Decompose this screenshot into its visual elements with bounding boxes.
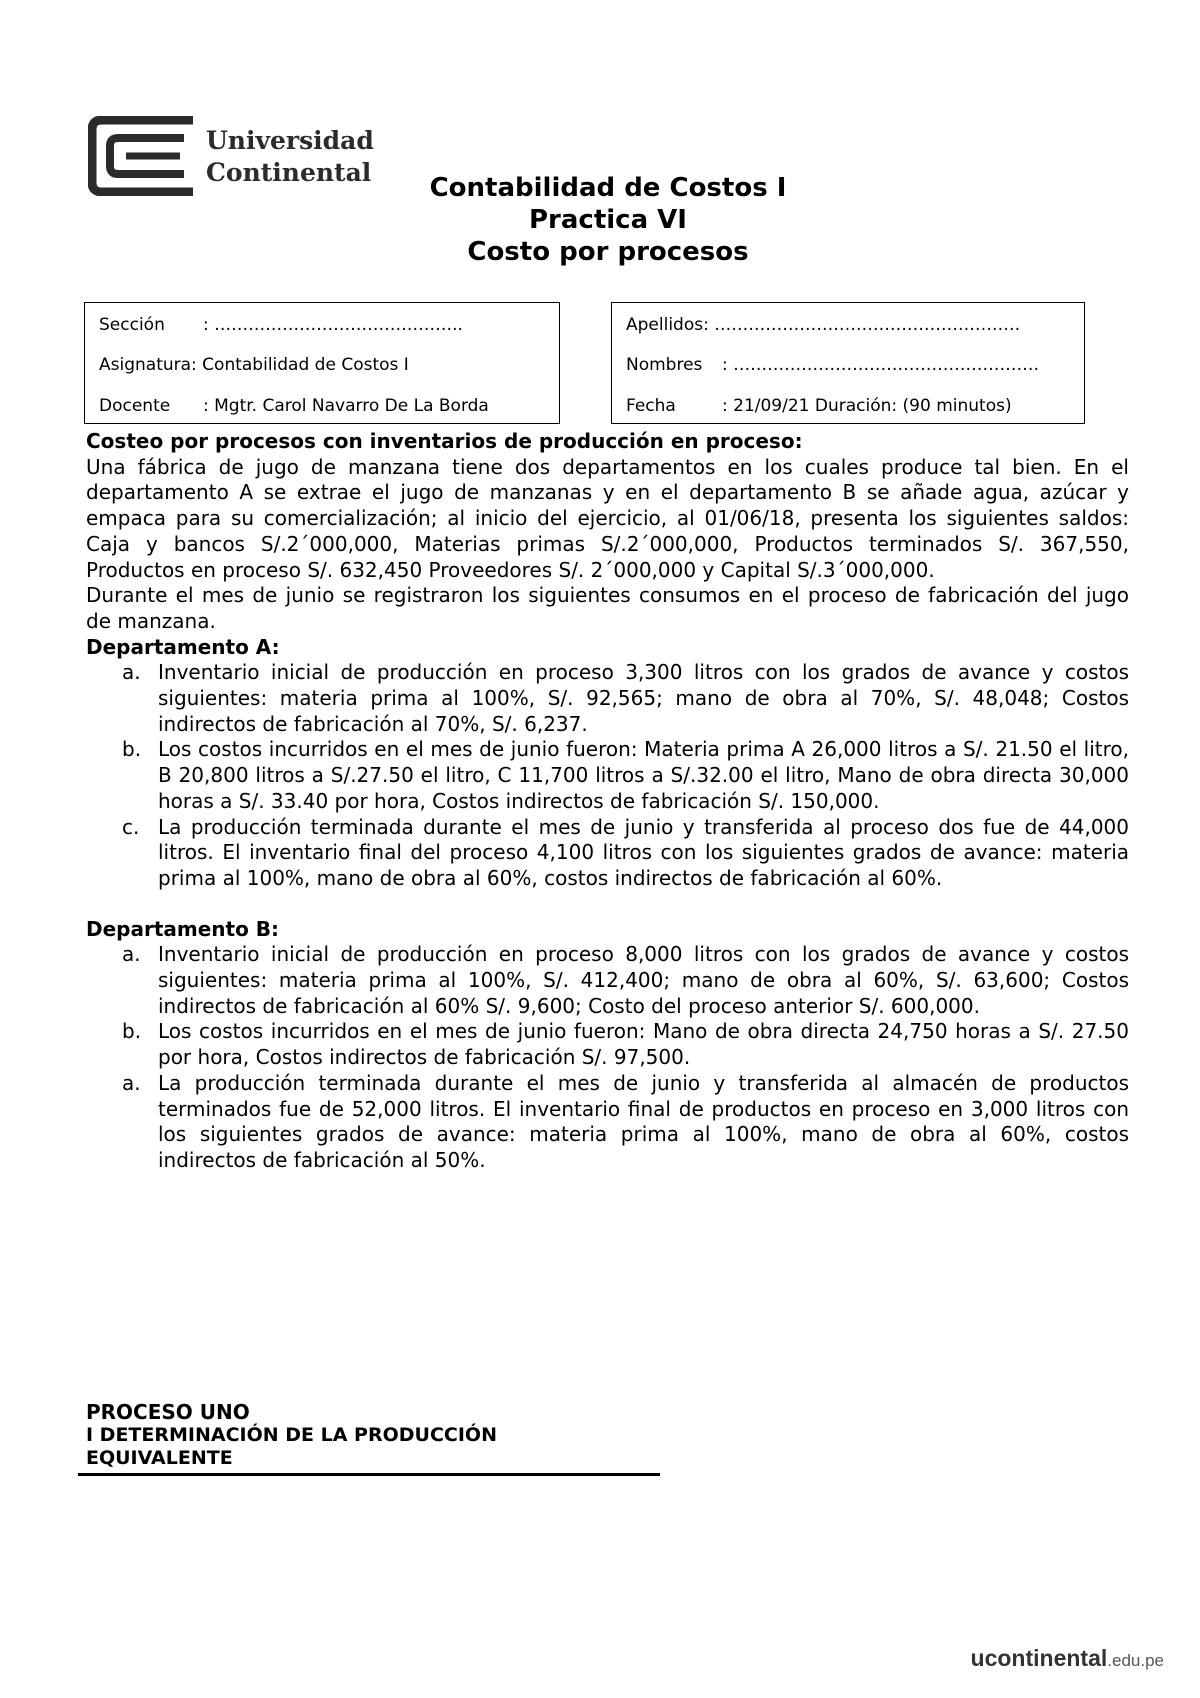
list-item-text: La producción terminada durante el mes de junio y transferida al proceso dos fue de 44,000 litros. El inventario final del proceso 4,100 litros con los siguientes grados de avance: materia prima al 100%, mano de obra al 60%, costos indirectos de fabricación al 60%. [158,814,1129,890]
list-marker: b. [122,1019,142,1044]
asignatura-value: : Contabilidad de Costos I [191,355,409,375]
section-divider [78,1473,660,1476]
document-topic: Costo por procesos [467,237,749,267]
seccion-value: : …………………………………….. [203,315,463,335]
asignatura-label: Asignatura [99,355,192,375]
exercise-intro-2: Durante el mes de junio se registraron los siguientes consumos en el proceso de fabricación del jugo de manzana. [86,583,1129,633]
footer-brand [971,1645,1164,1672]
student-info-box [611,302,1085,424]
process-line-3: EQUIVALENTE [86,1447,233,1469]
exercise-body [86,429,1129,1174]
process-line-2: I DETERMINACIÓN DE LA PRODUCCIÓN [86,1424,497,1446]
list-marker: a. [122,1070,141,1095]
apellidos-label: Apellidos [626,315,704,335]
list-item [86,1019,1129,1070]
seccion-row [99,315,463,335]
nombres-label: Nombres [626,355,703,375]
logo-line-2: Continental [206,158,372,187]
dept-a-list [86,660,1129,891]
dept-b-heading: Departamento B: [86,916,280,941]
list-item [86,737,1129,814]
docente-label: Docente [99,396,171,416]
list-marker: a. [122,660,141,685]
list-item [86,942,1129,1019]
list-item-text: Inventario inicial de producción en proceso 8,000 litros con los grados de avance y costos siguientes: materia prima al 100%, S/. 412,400; mano de obra al 60%, S/. 63,600; Costos indirectos de fabricación al 60% S/. 9,600; Costo del proceso anterior S/. 600,000. [158,942,1129,1018]
dept-a-heading: Departamento A: [86,634,280,659]
list-item-text: Los costos incurridos en el mes de junio fueron: Mano de obra directa 24,750 horas a S/. 27.50 por hora, Costos indirectos de fabricación S/. 97,500. [158,1019,1129,1070]
list-marker: b. [122,737,142,762]
list-item [86,815,1129,892]
dept-b-list [86,942,1129,1173]
footer-brand-name: ucontinental [970,1645,1108,1671]
fecha-value: : 21/09/21 Duración: (90 minutos) [722,396,1012,416]
process-section-heading [86,1401,497,1470]
list-item-text: Inventario inicial de producción en proceso 3,300 litros con los grados de avance y costos siguientes: materia prima al 100%, S/. 92,565; mano de obra al 70%, S/. 48,048; Costos indirectos de fabricación al 70%, S/. 6,237. [158,660,1129,736]
list-item [86,660,1129,737]
list-item-text: Los costos incurridos en el mes de junio fueron: Materia prima A 26,000 litros a S/. 21.50 el litro, B 20,800 litros a S/.27.50 el litro, C 11,700 litros a S/.32.00 el litro, Mano de obra directa 30,000 horas a S/. 33.40 por hora, Costos indirectos de fabricación S/. 150,000. [158,737,1129,813]
docente-value: : Mgtr. Carol Navarro De La Borda [203,396,489,416]
list-marker: c. [122,814,140,839]
docente-row [99,396,489,416]
exercise-heading: Costeo por procesos con inventarios de producción en proceso: [86,429,803,453]
document-title-block [0,172,1200,268]
course-info-box [84,302,560,424]
footer-domain: .edu.pe [1107,1651,1164,1670]
seccion-label: Sección [99,315,165,335]
nombres-value[interactable]: : ……………………………………………… [722,355,1040,375]
nombres-row [626,355,1039,375]
spacer [86,892,1129,917]
fecha-row [626,396,1012,416]
logo-line-1: Universidad [206,126,374,155]
list-item [86,1071,1129,1174]
asignatura-row [99,355,409,375]
list-marker: a. [122,942,141,967]
process-line-1: PROCESO UNO [86,1400,250,1424]
apellidos-value[interactable]: : ……………………………………………… [703,315,1021,335]
fecha-label: Fecha [626,396,676,416]
list-item-text: La producción terminada durante el mes de junio y transferida al almacén de productos terminados fue de 52,000 litros. El inventario final de productos en proceso en 3,000 litros con los siguientes grados de avance: materia prima al 100%, mano de obra al 60%, costos indirectos de fabricación al 50%. [158,1070,1129,1172]
exercise-intro: Una fábrica de jugo de manzana tiene dos departamentos en los cuales produce tal bien. En el departamento A se extrae el jugo de manzanas y en el departamento B se añade agua, azúcar y empaca para su comercialización; al inicio del ejercicio, al 01/06/18, presenta los siguientes saldos: Caja y bancos S/.2´000,000, Materias primas S/.2´000,000, Productos terminados S/. 367,550, Productos en proceso S/. 632,450 Proveedores S/. 2´000,000 y Capital S/.3´000,000. [86,454,1129,582]
document-subtitle: Practica VI [529,205,687,235]
document-title: Contabilidad de Costos I [429,173,787,203]
apellidos-row [626,315,1020,335]
